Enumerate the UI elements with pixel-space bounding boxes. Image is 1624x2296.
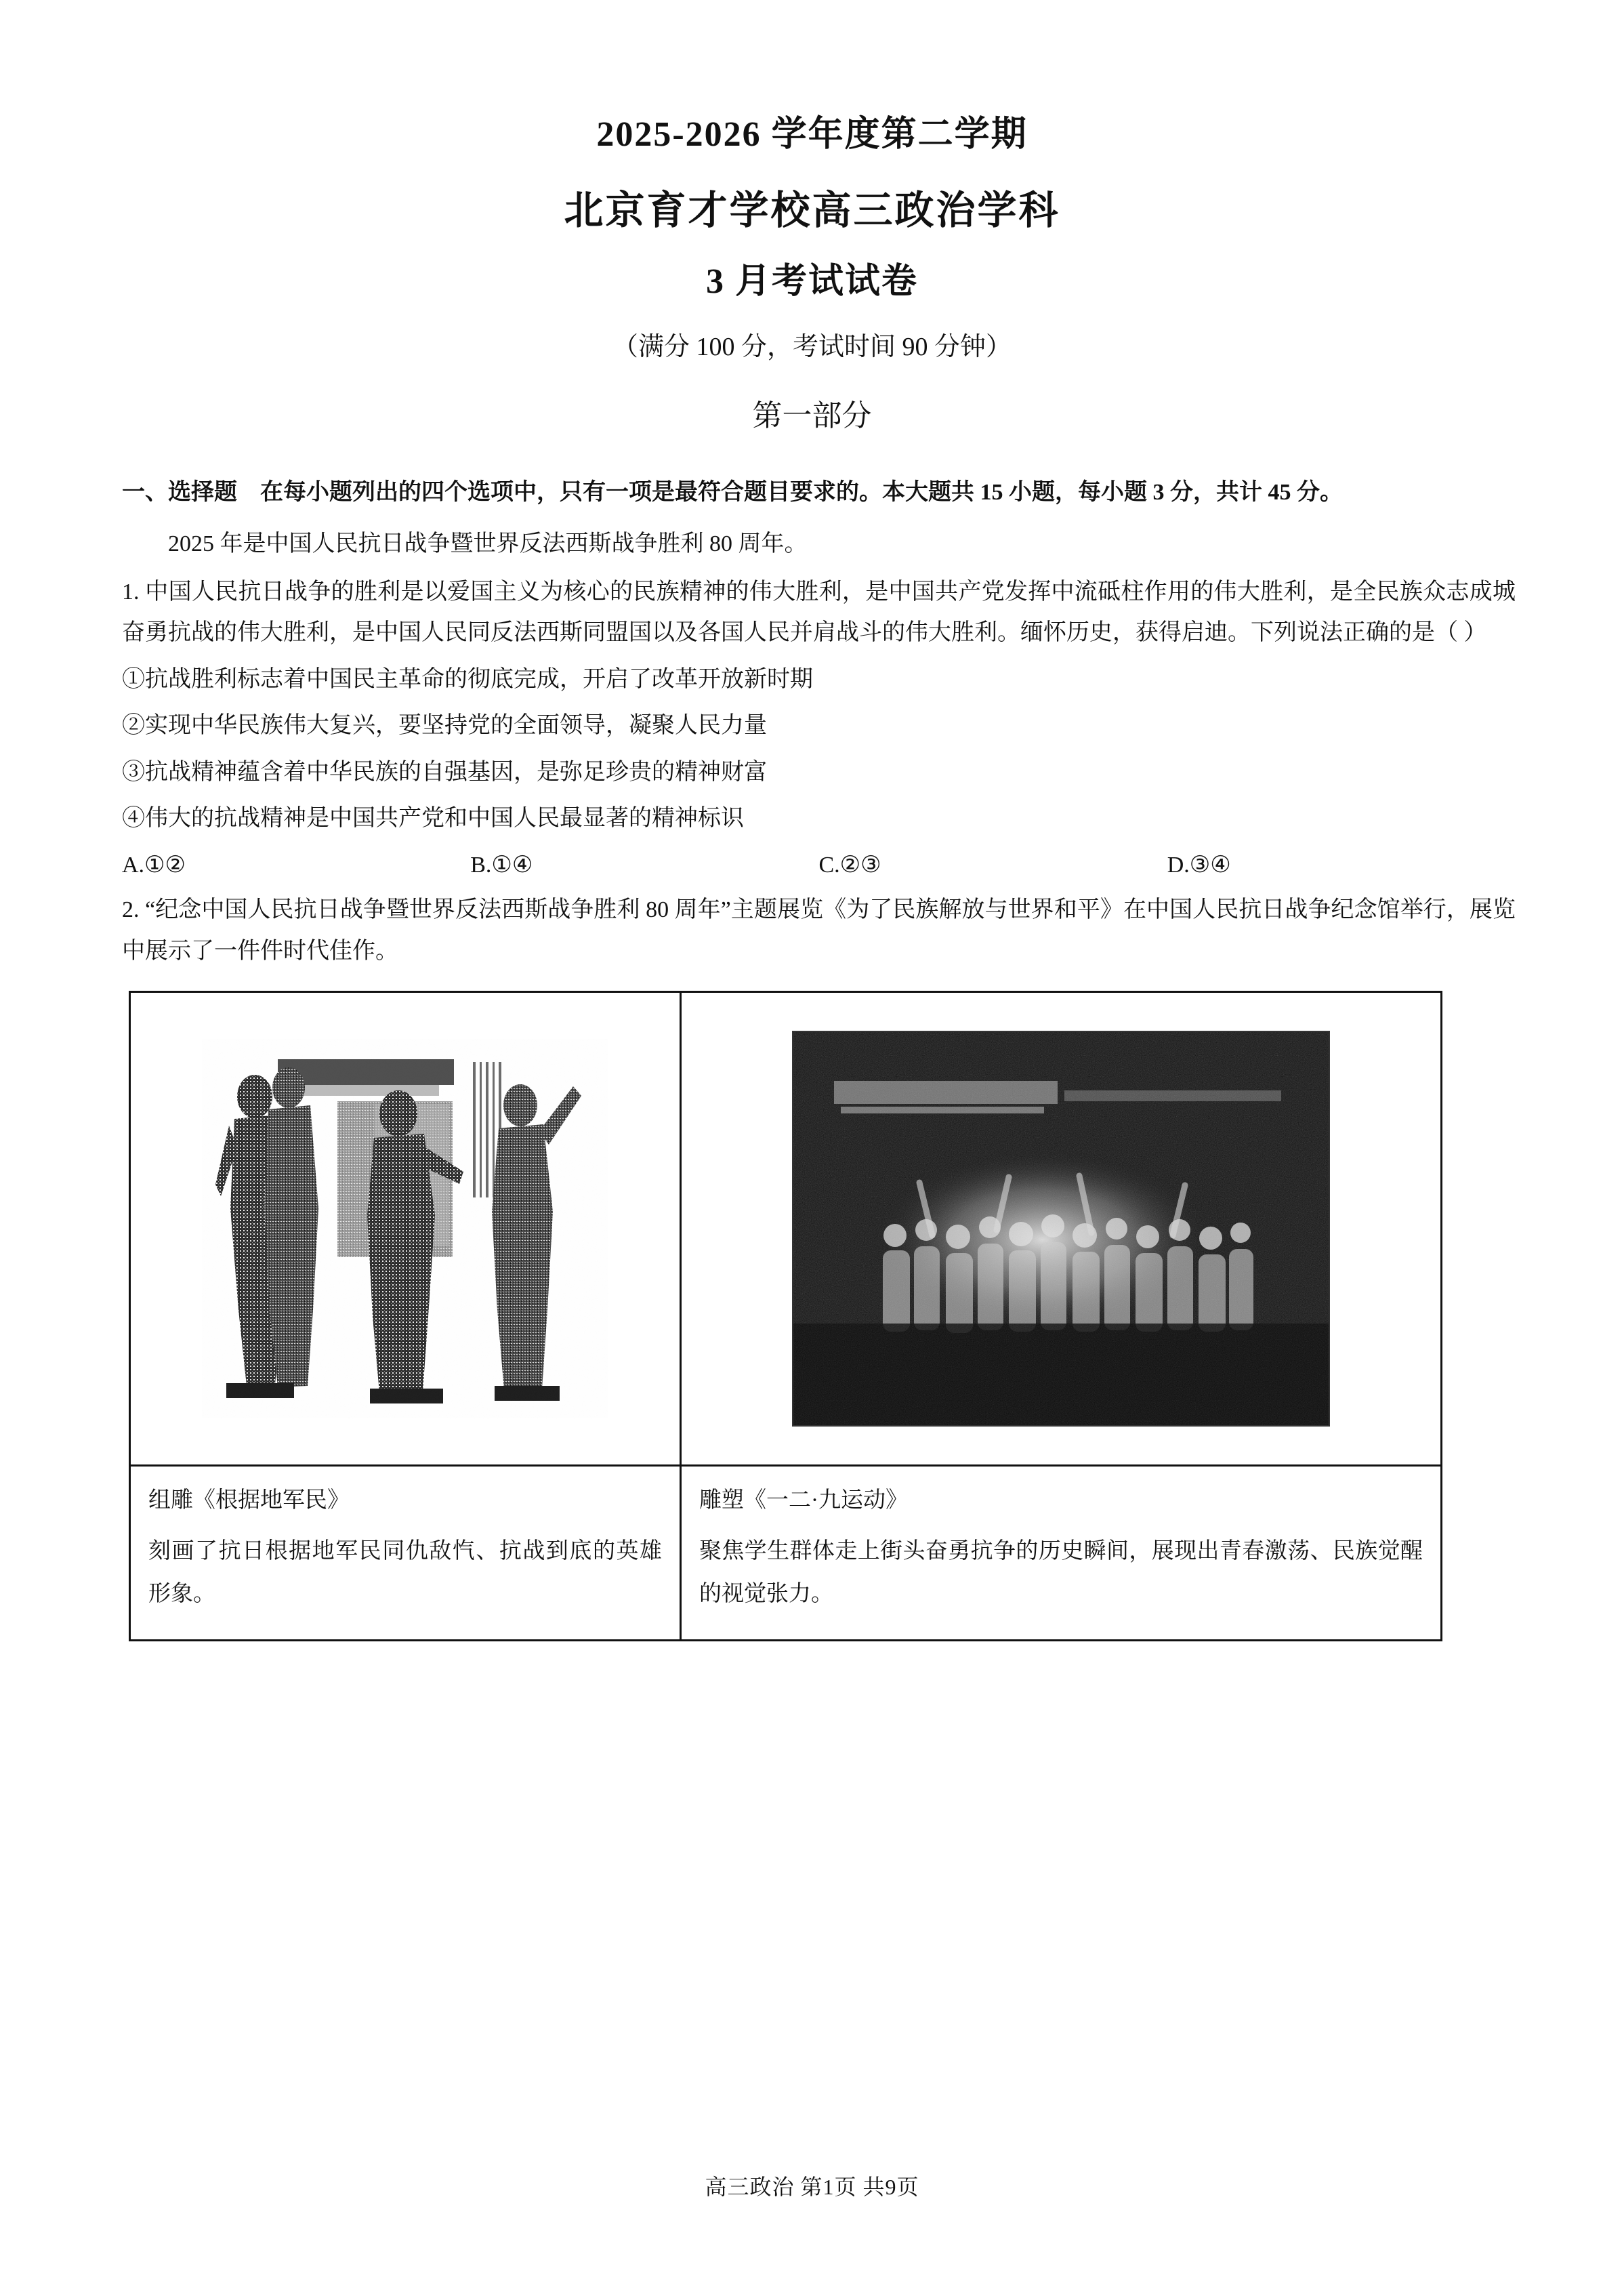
academic-year-title: 2025-2026 学年度第二学期 xyxy=(596,115,1028,154)
page-footer: 高三政治 第1页 共9页 xyxy=(705,2175,919,2199)
question-1-stem: 1. 中国人民抗日战争的胜利是以爱国主义为核心的民族精神的伟大胜利，是中国共产党发挥中流砥柱作用的伟大胜利，是全民族众志成城奋勇抗战的伟大胜利，是中国人民同反法西斯同盟国以及各国人民并肩战斗的伟大胜利。缅怀历史，获得启迪。下列说法正确的是（ ） xyxy=(122,579,1516,646)
exhibit-right-caption-title: 雕塑《一二·九运动》 xyxy=(699,1488,908,1513)
question-1-option-a[interactable]: A.①② xyxy=(122,852,186,878)
sculpture-photo-genjudi-junmin xyxy=(202,1039,608,1418)
question-1-statement-1: ①抗战胜利标志着中国民主革命的彻底完成，开启了改革开放新时期 xyxy=(122,666,813,692)
exhibit-table xyxy=(129,991,1442,1641)
exam-info-line: （满分 100 分，考试时间 90 分钟） xyxy=(612,333,1012,362)
exhibit-left-caption-title: 组雕《根据地军民》 xyxy=(148,1488,350,1513)
relief-photo-129-movement xyxy=(792,1031,1330,1427)
question-1-statement-3: ③抗战精神蕴含着中华民族的自强基因，是弥足珍贵的精神财富 xyxy=(122,759,767,785)
section-instruction xyxy=(122,472,1516,514)
question-1-statement-2: ②实现中华民族伟大复兴，要坚持党的全面领导，凝聚人民力量 xyxy=(122,713,767,739)
part-one-heading: 第一部分 xyxy=(752,398,872,432)
lead-in-text: 2025 年是中国人民抗日战争暨世界反法西斯战争胜利 80 周年。 xyxy=(168,531,808,557)
exhibit-caption-cell-right xyxy=(681,1466,1442,1640)
exhibit-caption-row xyxy=(130,1466,1442,1640)
exhibit-image-cell-left xyxy=(130,992,681,1466)
exhibit-caption-cell-left xyxy=(130,1466,681,1640)
question-1-option-c[interactable]: C.②③ xyxy=(818,852,881,878)
exhibit-image-cell-right xyxy=(681,992,1442,1466)
exhibit-left-caption-body: 刻画了抗日根据地军民同仇敌忾、抗战到底的英雄形象。 xyxy=(148,1538,662,1607)
section-instruction-text: 在每小题列出的四个选项中，只有一项是最符合题目要求的。本大题共 15 小题，每小题 3 分，共计 45 分。 xyxy=(260,479,1343,505)
question-1-option-d[interactable]: D.③④ xyxy=(1167,852,1231,878)
question-2-stem: 2. “纪念中国人民抗日战争暨世界反法西斯战争胜利 80 周年”主题展览《为了民族解放与世界和平》在中国人民抗日战争纪念馆举行，展览中展示了一件件时代佳作。 xyxy=(122,897,1516,964)
paper-title-block xyxy=(0,0,1624,434)
exhibit-image-row xyxy=(130,992,1442,1466)
exhibit-right-caption-body: 聚焦学生群体走上街头奋勇抗争的历史瞬间，展现出青春激荡、民族觉醒的视觉张力。 xyxy=(699,1538,1423,1607)
paper-body xyxy=(0,472,1624,1641)
question-1-option-b[interactable]: B.①④ xyxy=(470,852,533,878)
school-subject-title: 北京育才学校高三政治学科 xyxy=(564,188,1060,233)
section-instruction-prefix: 一、选择题 xyxy=(122,479,237,505)
question-1-statement-4: ④伟大的抗战精神是中国共产党和中国人民最显著的精神标识 xyxy=(122,806,744,832)
question-1-options xyxy=(122,845,1516,886)
exam-name-title: 3 月考试试卷 xyxy=(705,262,918,301)
